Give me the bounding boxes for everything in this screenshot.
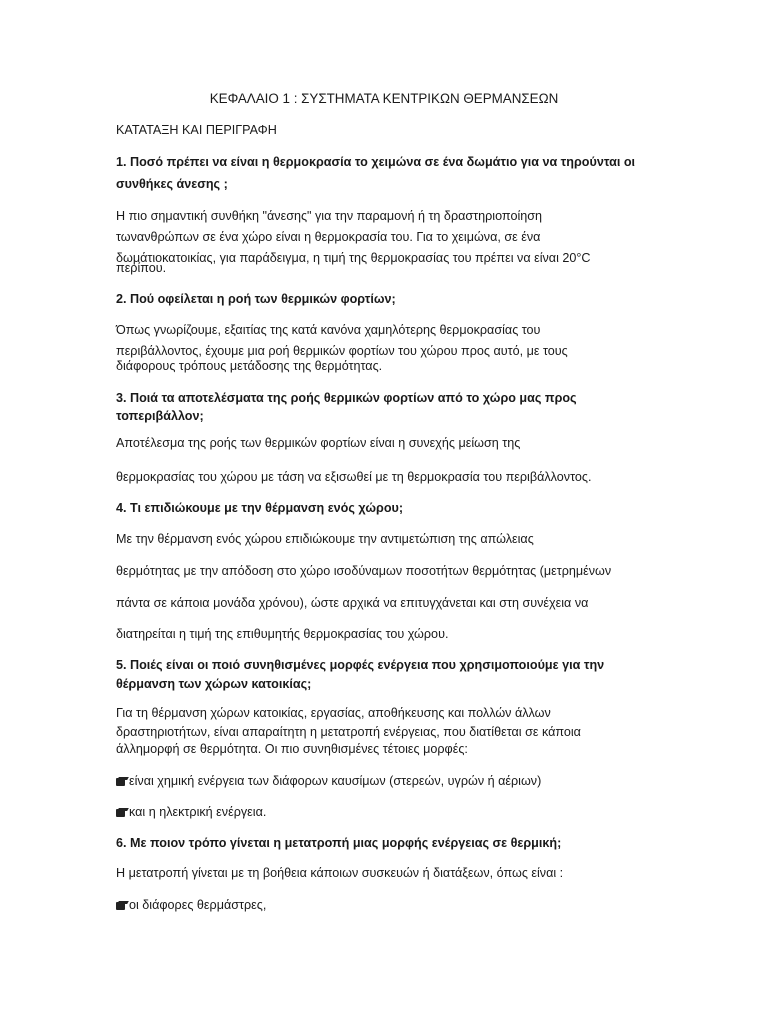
answer-4: θερμότητας με την απόδοση στο χώρο ισοδύναμων ποσοτήτων θερμότητας (μετρημένων — [116, 564, 612, 578]
bullet-item — [116, 771, 541, 791]
answer-5: άλλημορφή σε θερμότητα. Οι πιο συνηθισμένες τέτοιες μορφές: — [116, 742, 468, 756]
answer-6: Η μετατροπή γίνεται με τη βοήθεια κάποιων συσκευών ή διατάξεων, όπως είναι : — [116, 866, 564, 880]
question-1: συνθήκες άνεσης ; — [116, 177, 228, 191]
question-4: 4. Τι επιδιώκουμε με την θέρμανση ενός χώρου; — [116, 501, 404, 515]
bullet-text: και η ηλεκτρική ενέργεια. — [129, 805, 267, 819]
answer-2: Όπως γνωρίζουμε, εξαιτίας της κατά κανόνα χαμηλότερης θερμοκρασίας του — [116, 323, 541, 337]
question-3: τοπεριβάλλον; — [116, 409, 204, 423]
question-2: 2. Πού οφείλεται η ροή των θερμικών φορτίων; — [116, 292, 396, 306]
bullet-item — [116, 895, 266, 915]
answer-4: διατηρείται η τιμή της επιθυμητής θερμοκρασίας του χώρου. — [116, 627, 449, 641]
bullet-icon — [116, 808, 128, 817]
answer-2: περιβάλλοντος, έχουμε μια ροή θερμικών φορτίων του χώρου προς αυτό, με τους — [116, 344, 568, 358]
answer-2: διάφορους τρόπους μετάδοσης της θερμότητας. — [116, 359, 383, 373]
question-1: 1. Ποσό πρέπει να είναι η θερμοκρασία το χειμώνα σε ένα δωμάτιο για να τηρούνται οι — [116, 155, 636, 169]
bullet-text: είναι χημική ενέργεια των διάφορων καυσίμων (στερεών, υγρών ή αέριων) — [129, 774, 542, 788]
question-6: 6. Με ποιον τρόπο γίνεται η μετατροπή μιας μορφής ενέργειας σε θερμική; — [116, 836, 562, 850]
bullet-item — [116, 802, 266, 822]
answer-4: Με την θέρμανση ενός χώρου επιδιώκουμε την αντιμετώπιση της απώλειας — [116, 532, 534, 546]
answer-5: δραστηριοτήτων, είναι απαραίτητη η μετατροπή ενέργειας, που διατίθεται σε κάποια — [116, 725, 581, 739]
page-title: ΚΕΦΑΛΑΙΟ 1 : ΣΥΣΤΗΜΑΤΑ ΚΕΝΤΡΙΚΩΝ ΘΕΡΜΑΝΣΕΩΝ — [209, 91, 559, 106]
answer-5: Για τη θέρμανση χώρων κατοικίας, εργασίας, αποθήκευσης και πολλών άλλων — [116, 706, 551, 720]
answer-1: δωμάτιοκατοικίας, για παράδειγμα, η τιμή της θερμοκρασίας του πρέπει να είναι 20°C — [116, 251, 591, 265]
section-subtitle: ΚΑΤΑΤΑΞΗ ΚΑΙ ΠΕΡΙΓΡΑΦΗ — [116, 123, 277, 137]
answer-1: τωνανθρώπων σε ένα χώρο είναι η θερμοκρασία του. Για το χειμώνα, σε ένα — [116, 230, 541, 244]
bullet-icon — [116, 777, 128, 786]
bullet-icon — [116, 901, 128, 910]
bullet-text: οι διάφορες θερμάστρες, — [129, 898, 267, 912]
answer-1: περίπου. — [116, 261, 167, 275]
answer-3: θερμοκρασίας του χώρου με τάση να εξισωθεί με τη θερμοκρασία του περιβάλλοντος. — [116, 470, 592, 484]
answer-4: πάντα σε κάποια μονάδα χρόνου), ώστε αρχικά να επιτυγχάνεται και στη συνέχεια να — [116, 596, 589, 610]
question-5: 5. Ποιές είναι οι ποιό συνηθισμένες μορφές ενέργεια που χρησιμοποιούμε για την — [116, 658, 605, 672]
answer-3: Αποτέλεσμα της ροής των θερμικών φορτίων είναι η συνεχής μείωση της — [116, 436, 521, 450]
question-3: 3. Ποιά τα αποτελέσματα της ροής θερμικών φορτίων από το χώρο μας προς — [116, 391, 577, 405]
answer-1: Η πιο σημαντική συνθήκη "άνεσης" για την παραμονή ή τη δραστηριοποίηση — [116, 209, 543, 223]
question-5: θέρμανση των χώρων κατοικίας; — [116, 677, 312, 691]
